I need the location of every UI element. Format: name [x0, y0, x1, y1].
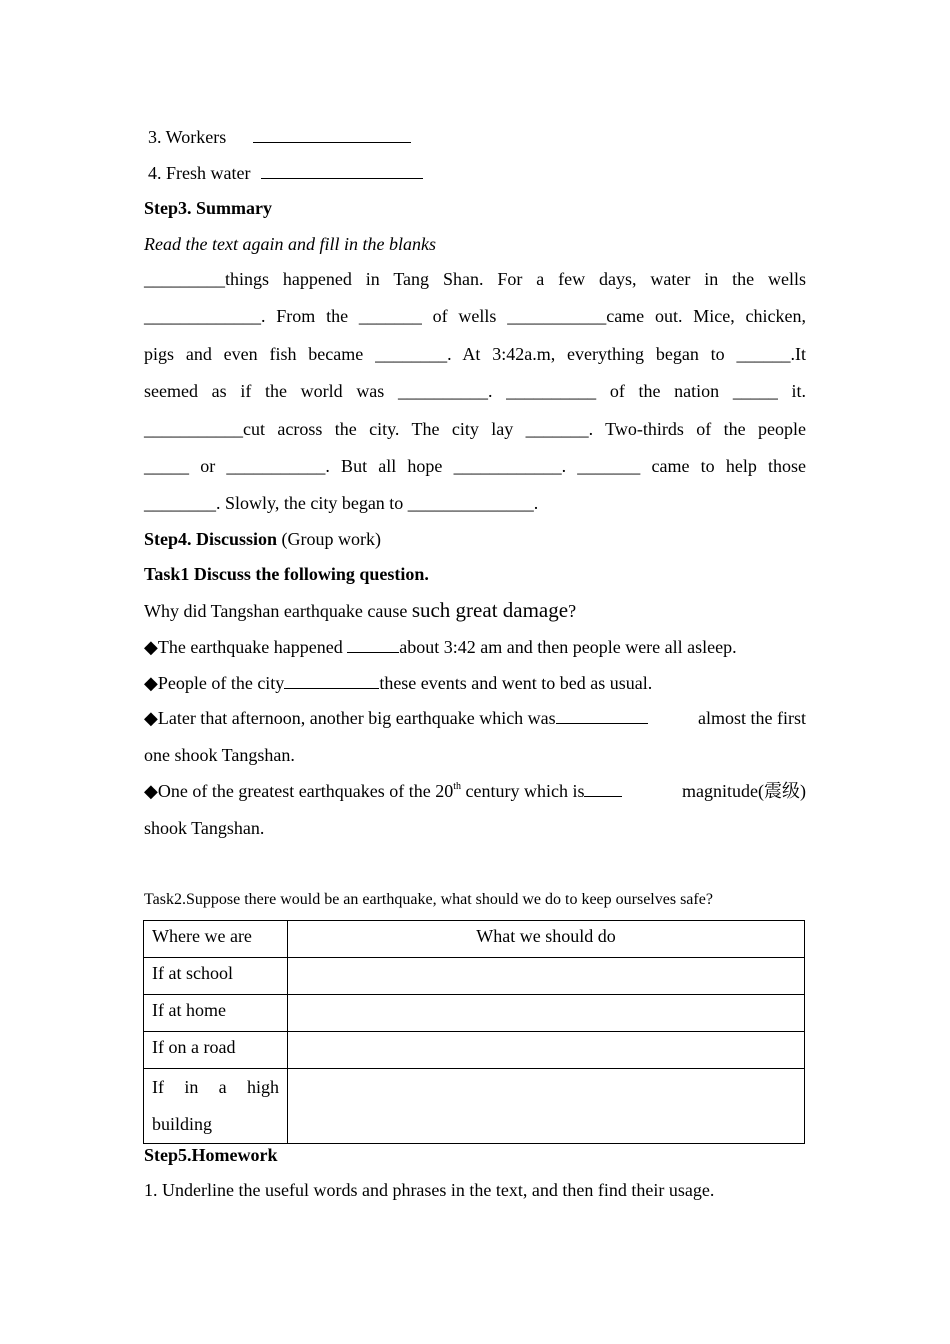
task1-heading: Task1 Discuss the following question.: [144, 564, 429, 584]
header-what: What we should do: [288, 921, 805, 958]
bullet-1-blank[interactable]: [347, 636, 399, 653]
answer-cell[interactable]: [288, 1069, 805, 1144]
bullet-4-cont: shook Tangshan.: [144, 818, 265, 838]
question-line: Why did Tangshan earthquake cause such great damage?: [144, 598, 577, 622]
bullet-4-blank[interactable]: [584, 780, 622, 797]
table-header-row: [144, 921, 805, 958]
bullet-4: ◆One of the greatest earthquakes of the 20th century which is magnitude(震级): [144, 781, 806, 801]
bullet-3: ◆Later that afternoon, another big earthquake which was almost the first: [144, 708, 806, 728]
answer-cell[interactable]: [288, 958, 805, 995]
summary-line-6: _____ or ___________. But all hope ____________. _______ came to help those: [144, 456, 806, 476]
safety-table: [143, 920, 805, 1144]
workers-label: 3. Workers: [148, 127, 227, 147]
row-label: If at school: [144, 958, 288, 995]
bullet-3-blank[interactable]: [556, 707, 648, 724]
header-where: Where we are: [144, 921, 288, 958]
bullet-1: ◆The earthquake happened about 3:42 am and then people were all asleep.: [144, 637, 737, 657]
bullet-2-blank[interactable]: [284, 672, 379, 689]
bullet-2: ◆People of the city these events and went to bed as usual.: [144, 673, 653, 693]
summary-line-1: _________things happened in Tang Shan. For a few days, water in the wells: [144, 269, 806, 289]
summary-line-2: _____________. From the _______ of wells ___________came out. Mice, chicken,: [144, 306, 806, 326]
row-label: If on a road: [144, 1032, 288, 1069]
summary-line-3: pigs and even fish became ________. At 3:42a.m, everything began to ______.It: [144, 344, 806, 364]
step3-heading: Step3. Summary: [144, 198, 273, 218]
task2-heading: Task2.Suppose there would be an earthquake, what should we do to keep ourselves safe?: [144, 891, 713, 908]
answer-cell[interactable]: [288, 995, 805, 1032]
fresh-water-blank[interactable]: [261, 162, 423, 179]
step4-note: (Group work): [281, 529, 382, 549]
table-row: [144, 1032, 805, 1069]
workers-line: [148, 126, 810, 148]
row-label: If at home: [144, 995, 288, 1032]
summary-line-4: seemed as if the world was __________. __________ of the nation _____ it.: [144, 381, 806, 401]
workers-blank[interactable]: [253, 126, 411, 143]
step4-heading: Step4. Discussion (Group work): [144, 529, 382, 549]
summary-instruction: Read the text again and fill in the blanks: [144, 234, 436, 254]
step5-heading: Step5.Homework: [144, 1145, 278, 1165]
answer-cell[interactable]: [288, 1032, 805, 1069]
fresh-water-label: 4. Fresh water: [148, 163, 251, 183]
summary-line-5: ___________cut across the city. The city lay _______. Two-thirds of the people: [144, 419, 806, 439]
table-row: [144, 958, 805, 995]
table-row: [144, 995, 805, 1032]
summary-line-7: ________. Slowly, the city began to ______________.: [144, 493, 539, 513]
homework-item-1: 1. Underline the useful words and phrases in the text, and then find their usage.: [144, 1180, 715, 1200]
row-label: If in a high building: [144, 1069, 288, 1144]
table-row: [144, 1069, 805, 1144]
bullet-3-cont: one shook Tangshan.: [144, 745, 295, 765]
fresh-water-line: [148, 162, 810, 184]
